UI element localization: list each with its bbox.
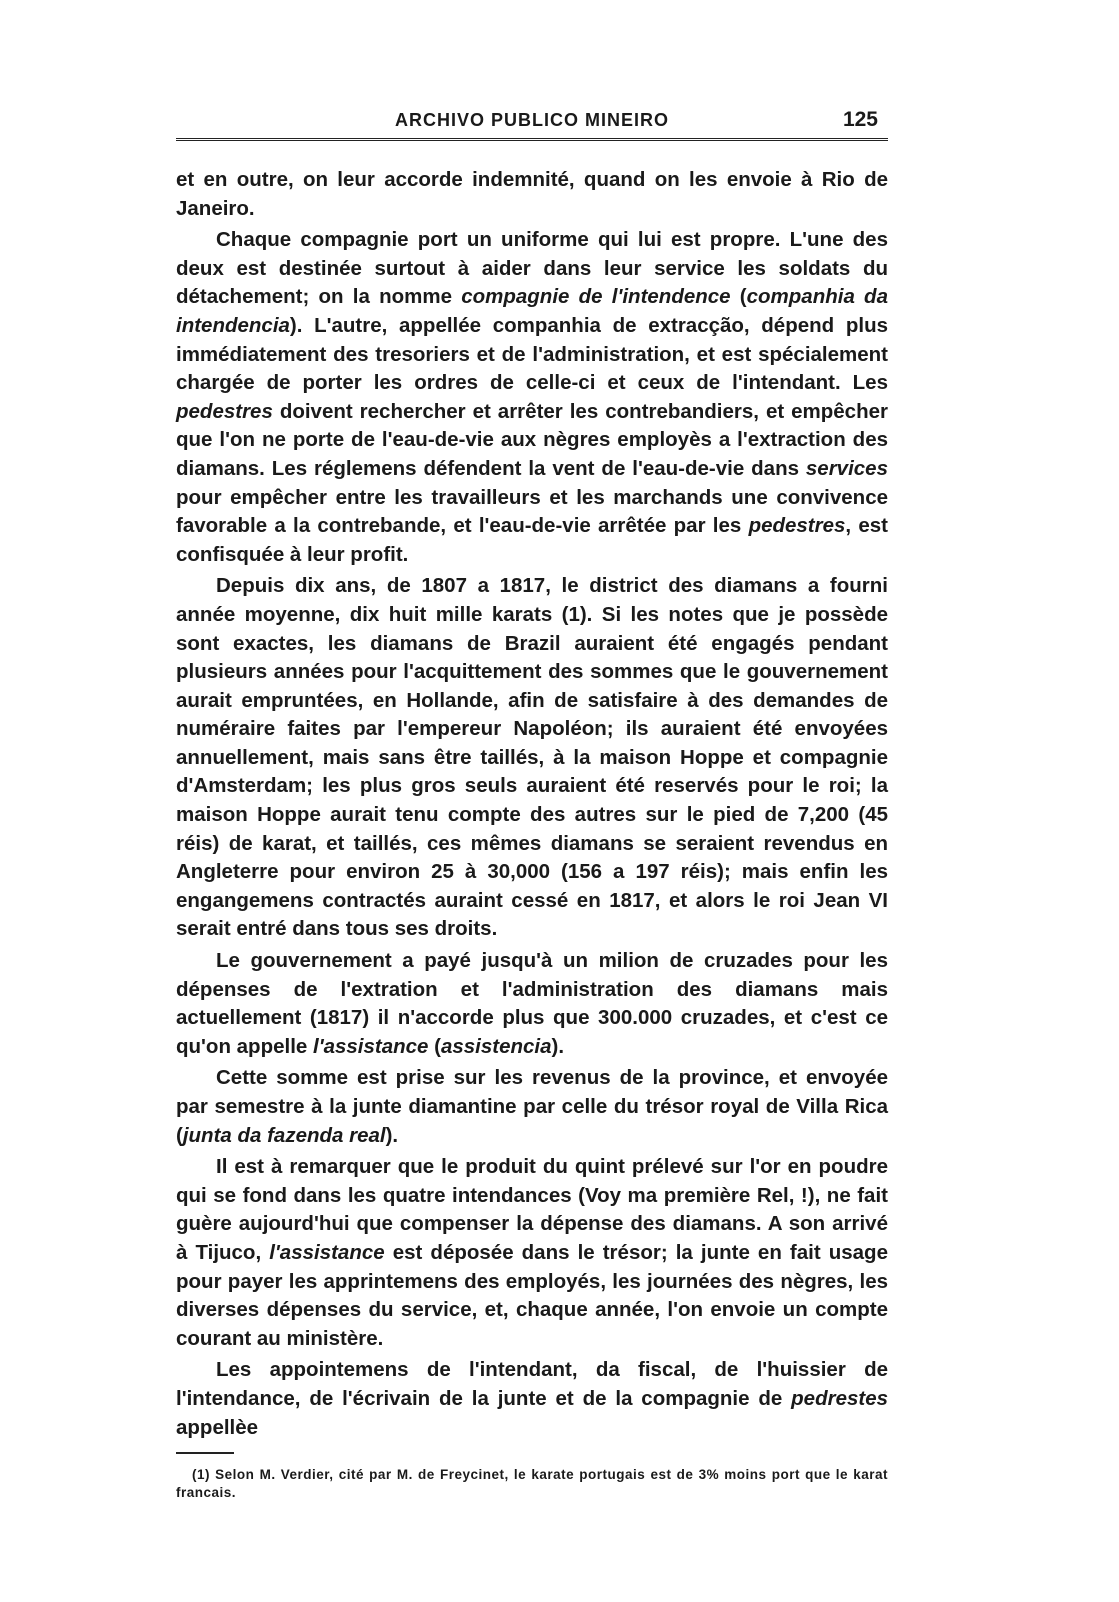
italic-term: junta da fazenda real <box>182 1123 386 1147</box>
italic-term: compagnie de l'intendence <box>461 285 731 309</box>
paragraph-text: Le gouvernement a payé jusqu'à un milion de cruzades pour les dépenses de l'extration et l'administration des diamans mais actuellement (1817) il n'accorde plus que 300.000 cruzades, et c'est ce qu'on appelle <box>176 949 888 1058</box>
paragraph-text: ( <box>730 285 747 309</box>
paragraph-text: ). L'autre, appellée companhia de extracção, dépend plus immédiatement des tresoriers et de l'administration, et est spécialement chargée de porter les ordres de celle-ci et ceux de l'intendant. Les <box>176 313 888 395</box>
paragraph-text: appellèe <box>176 1415 259 1439</box>
footnote-rule <box>176 1452 234 1454</box>
body-paragraph <box>176 166 888 223</box>
body-paragraph <box>176 572 888 944</box>
italic-term: pedrestes <box>791 1386 888 1410</box>
paragraph-text: Depuis dix ans, de 1807 a 1817, le district des diamans a fourni année moyenne, dix huit mille karats (1). Si les notes que je possède sont exactes, les diamans de Brazil auraient été engagés pendant plusieurs années pour l'acquittement des sommes que le gouvernement aurait empruntées, en Hollande, afin de satisfaire à des demandes de numéraire faites par l'empereur Napoléon; ils auraient été envoyées annuellement, mais sans être taillés, à la maison Hoppe et compagnie d'Amsterdam; les plus gros seuls auraient été reservés pour le roi; la maison Hoppe aurait tenu compte des autres sur le pied de 7,200 (45 réis) de karat, et taillés, ces mêmes diamans se seraient revendus en Angleterre pour environ 25 à 30,000 (156 a 197 réis); mais enfin les engangemens contractés auraint cessé en 1817, et alors le roi Jean VI serait entré dans tous ses droits. <box>176 574 888 941</box>
paragraph-text: , est confisquée à leur profit. <box>176 514 888 566</box>
paragraph-text: ( <box>428 1034 441 1058</box>
body-paragraph <box>176 1356 888 1442</box>
running-head <box>176 104 888 134</box>
paragraph-text: Il est à remarquer que le produit du quint prélevé sur l'or en poudre qui se fond dans les quatre intendances (Voy ma première Rel, !), ne fait guère aujourd'hui que compenser la dépense des diamans. A son arrivé à Tijuco, <box>176 1155 888 1264</box>
body-text <box>176 166 888 1442</box>
header-rule <box>176 138 888 141</box>
italic-term: l'assistance <box>313 1034 429 1058</box>
paragraph-text: pour empêcher entre les travailleurs et les marchands une convivence favorable a la contrebande, et l'eau-de-vie arrêtée par les <box>176 485 888 538</box>
body-paragraph <box>176 226 888 569</box>
italic-term: assistencia <box>440 1034 552 1058</box>
page-number: 125 <box>842 108 878 131</box>
paragraph-text: est déposée dans le trésor; la junte en fait usage pour payer les apprintemens des employés, les journées des nègres, les diverses dépenses du service, et, chaque année, l'on envoie un compte courant au ministère. <box>176 1240 888 1350</box>
paragraph-text: Chaque compagnie port un uniforme qui lui est propre. L'une des deux est destinée surtout à aider dans leur service les soldats du détachement; on la nomme <box>176 228 888 309</box>
footnote-text: (1) Selon M. Verdier, cité par M. de Freycinet, le karate portugais est de 3% moins port que le karat francais. <box>176 1467 888 1500</box>
body-paragraph <box>176 1153 888 1353</box>
italic-term: l'assistance <box>269 1240 385 1264</box>
italic-term: pedestres <box>748 514 846 538</box>
running-title: ARCHIVO PUBLICO MINEIRO <box>394 110 669 130</box>
footnote <box>176 1466 888 1502</box>
body-paragraph <box>176 1064 888 1150</box>
paragraph-text: et en outre, on leur accorde indemnité, quand on les envoie à Rio de Janeiro. <box>176 168 888 220</box>
body-paragraph <box>176 947 888 1061</box>
italic-term: services <box>805 456 888 480</box>
italic-term: pedestres <box>176 399 273 423</box>
paragraph-text: Les appointemens de l'intendant, da fiscal, de l'huissier de l'intendance, de l'écrivain de la junte et de la compagnie de <box>176 1358 888 1410</box>
paragraph-text: ). <box>551 1034 565 1058</box>
paragraph-text: doivent rechercher et arrêter les contrebandiers, et empêcher que l'on ne porte de l'eau-de-vie aux nègres employès a l'extraction des diamans. Les réglemens défendent la vent de l'eau-de-vie dans <box>176 399 888 480</box>
paragraph-text: Cette somme est prise sur les revenus de la province, et envoyée par semestre à la junte diamantine par celle du trésor royal de Villa Rica ( <box>176 1066 888 1147</box>
paragraph-text: ). <box>385 1123 399 1147</box>
italic-term: companhia da intendencia <box>176 285 888 337</box>
